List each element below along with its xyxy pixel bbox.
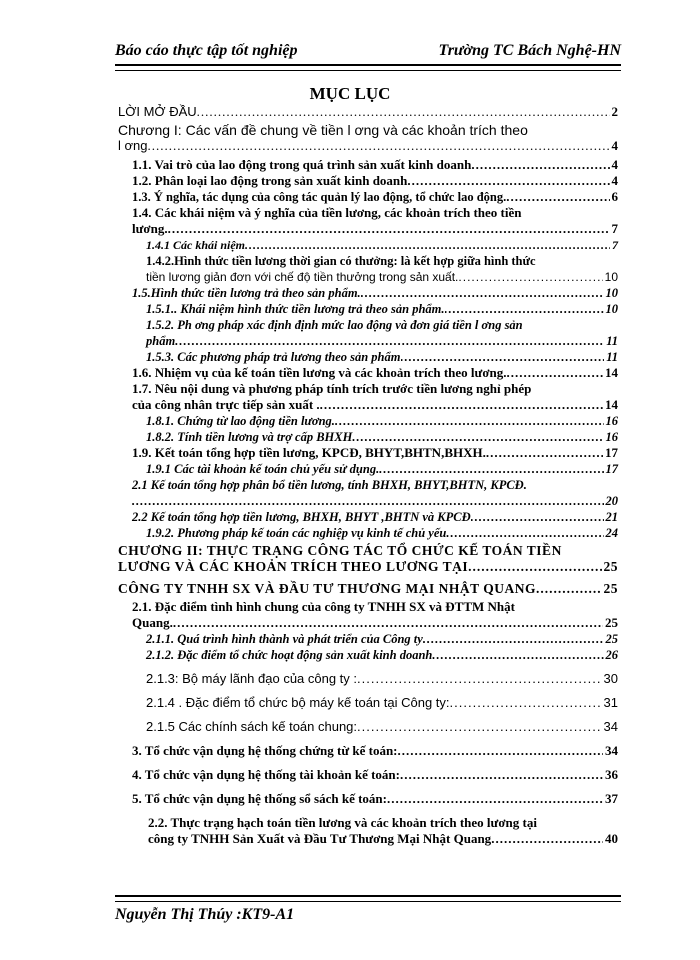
toc-entry-page: 7 [611,221,618,236]
toc-entry-text-cont: phẩm [146,334,176,348]
toc-entry-text: 2.1.4 . Đặc điểm tổ chức bộ máy kế toán tại Công ty: [146,695,450,710]
toc-entry [118,695,618,711]
toc-entry-page: 20 [605,494,618,508]
toc-entry [118,671,618,687]
toc-entry [118,719,618,735]
toc-entry-text: Chương I: Các vấn đề chung về tiền l ơng và các khoản trích theo [118,122,528,138]
toc-entry-text: 4. Tổ chức vận dụng hệ thống tài khoản kế toán: [132,767,400,782]
toc-entry [118,157,618,173]
toc-entry-page: 16 [605,414,618,428]
toc-entry [118,301,618,317]
toc-entry-text-cont: l ơng [118,138,148,153]
toc-entry [118,767,618,783]
toc-entry [118,349,618,365]
toc-entry-page: 10 [605,302,618,316]
toc-entry-page: 40 [605,831,618,846]
toc-entry-text: 1.6. Nhiệm vụ của kế toán tiền lương và các khoản trích theo lương. [132,365,507,380]
toc-entry [118,477,618,509]
toc-entry-text: 1.8.1. Chứng từ lao động tiền lương. [146,414,335,428]
toc-entry-text: 1.4. Các khái niệm và ý nghĩa của tiền lương, các khoản trích theo tiền [132,205,522,220]
toc-entry [118,205,618,237]
toc-entry-text: 2.1.5 Các chính sách kế toán chung: [146,719,358,734]
toc-entry-text: 2.1 Kế toán tổng hợp phân bổ tiền lương, tính BHXH, BHYT,BHTN, KPCĐ. [132,478,527,492]
toc-entry [118,104,618,120]
toc-entry-page: 25 [605,632,618,646]
toc-entry-text: CÔNG TY TNHH SX VÀ ĐẦU TƯ THƯƠNG MẠI NHẬT QUANG [118,581,537,596]
toc-entry-page: 2 [611,104,618,119]
toc-entry-text: 1.4.1 Các khái niệm [146,238,246,252]
toc-entry-page: 37 [605,791,618,806]
toc-entry [118,173,618,189]
toc-entry [118,237,618,253]
toc-entry-text: 2.2. Thực trạng hạch toán tiền lương và các khoản trích theo lương tại [148,815,537,830]
toc-entry-page: 17 [605,445,618,460]
toc-entry-page: 30 [603,671,618,686]
toc-entry-text-cont: của công nhân trực tiếp sản xuất . [132,397,320,412]
toc-entry-text: LỜI MỞ ĐẦU [118,104,197,119]
toc-entry-text-cont: công ty TNHH Sản Xuất và Đầu Tư Thương Mại Nhật Quang [148,831,492,846]
toc-entry [118,647,618,663]
toc-entry-page: 31 [603,695,618,710]
table-of-contents [118,104,618,847]
toc-entry-page: 25 [603,581,618,596]
toc-entry-page: 16 [605,430,618,444]
toc-entry-text-cont: lương. [132,221,168,236]
footer-rule [115,895,621,902]
toc-entry [118,543,618,575]
toc-entry-text: 5. Tổ chức vận dụng hệ thống sổ sách kế toán: [132,791,387,806]
toc-entry-page: 10 [605,286,618,300]
header-report-title: Báo cáo thực tập tốt nghiệp [115,42,298,59]
toc-entry-text: 1.5.1.. Khái niệm hình thức tiền lương trả theo sản phẩm. [146,302,445,316]
toc-entry [118,429,618,445]
toc-entry [118,525,618,541]
toc-entry [118,253,618,285]
header-school-name: Trường TC Bách Nghệ-HN [438,42,621,59]
toc-entry [118,743,618,759]
toc-entry-text: 2.1.1. Quá trình hình thành và phát triển của Công ty [146,632,423,646]
toc-entry [118,189,618,205]
toc-entry [118,599,618,631]
toc-entry-text: 1.5.3. Các phương pháp trả lương theo sản phẩm [146,350,401,364]
toc-entry-text: 1.4.2.Hình thức tiền lương thời gian có thưởng: là kết hợp giữa hình thức [146,254,536,268]
toc-entry-text: 1.1. Vai trò của lao động trong quá trình sản xuất kinh doanh [132,157,472,172]
toc-entry-page: 4 [611,138,618,153]
toc-entry-text-cont: tiền lương giản đơn với chế độ tiền thưởng trong sản xuất. [146,270,459,284]
toc-entry-text: 2.2 Kế toán tổng hợp tiền lương, BHXH, BHYT ,BHTN và KPCĐ [132,510,471,524]
toc-entry [118,581,618,597]
footer-author: Nguyễn Thị Thúy :KT9-A1 [115,906,295,923]
toc-entry-text: 3. Tổ chức vận dụng hệ thống chứng từ kế toán: [132,743,398,758]
toc-entry [118,461,618,477]
toc-entry-text-cont: Quang. [132,615,173,630]
toc-entry [118,285,618,301]
toc-entry-text: 1.8.2. Tính tiền lương và trợ cấp BHXH [146,430,353,444]
toc-entry-page: 25 [605,615,618,630]
page-title: MỤC LỤC [309,84,391,103]
toc-entry-text: 1.9. Kết toán tổng hợp tiền lương, KPCĐ, BHYT,BHTN,BHXH. [132,445,486,460]
toc-entry [118,317,618,349]
toc-entry [118,365,618,381]
toc-entry-page: 14 [605,397,618,412]
toc-entry-text: CHƯƠNG II: THỰC TRẠNG CÔNG TÁC TỔ CHỨC KẾ TOÁN TIỀN [118,543,562,558]
toc-entry-text: 2.1.3: Bộ máy lãnh đạo của công ty : [146,671,358,686]
toc-entry-text-cont: LƯƠNG VÀ CÁC KHOẢN TRÍCH THEO LƯƠNG TẠI [118,559,469,574]
toc-entry-text: 2.1.2. Đặc điểm tổ chức hoạt động sản xuất kinh doanh [146,648,433,662]
toc-entry-page: 11 [606,350,618,364]
toc-entry-text: 1.9.2. Phương pháp kế toán các nghiệp vụ kinh tế chủ yếu [146,526,447,540]
toc-entry-page: 6 [611,189,618,204]
toc-entry-page: 24 [605,526,618,540]
toc-entry-text: 1.5.2. Ph ơng pháp xác định định mức lao động và đơn giá tiền l ơng sản [146,318,523,332]
toc-entry [118,791,618,807]
toc-entry-page: 4 [611,157,618,172]
toc-entry-page: 25 [603,559,618,574]
toc-entry-page: 34 [605,743,618,758]
header-rule [115,64,621,71]
toc-entry-page: 10 [604,270,618,284]
toc-entry-page: 34 [603,719,618,734]
toc-entry [118,509,618,525]
toc-entry [118,631,618,647]
toc-entry-page: 17 [605,462,618,476]
toc-entry-text: 1.3. Ý nghĩa, tác dụng của công tác quản lý lao động, tổ chức lao động. [132,190,507,204]
toc-entry [118,815,618,847]
toc-entry-text: 1.9.1 Các tài khoản kế toán chủ yếu sử dụng. [146,462,380,476]
toc-entry-page: 26 [605,648,618,662]
toc-entry-text: 1.5.Hình thức tiền lương trả theo sản phẩm. [132,286,361,300]
toc-entry-page: 36 [605,767,618,782]
toc-entry-page: 14 [605,365,618,380]
toc-entry-page: 7 [612,238,618,252]
toc-entry-text: 1.7. Nêu nội dung và phương pháp tính trích trước tiền lương nghỉ phép [132,381,532,396]
toc-entry-text: 2.1. Đặc điểm tình hình chung của công ty TNHH SX và ĐTTM Nhật [132,599,515,614]
toc-entry-page: 11 [606,334,618,348]
toc-entry [118,122,618,154]
page-header [115,42,621,64]
toc-entry-page: 21 [605,510,618,524]
toc-entry [118,413,618,429]
toc-entry [118,381,618,413]
toc-entry [118,445,618,461]
toc-entry-text: 1.2. Phân loại lao động trong sản xuất kinh doanh [132,173,408,188]
toc-entry-page: 4 [611,173,618,188]
